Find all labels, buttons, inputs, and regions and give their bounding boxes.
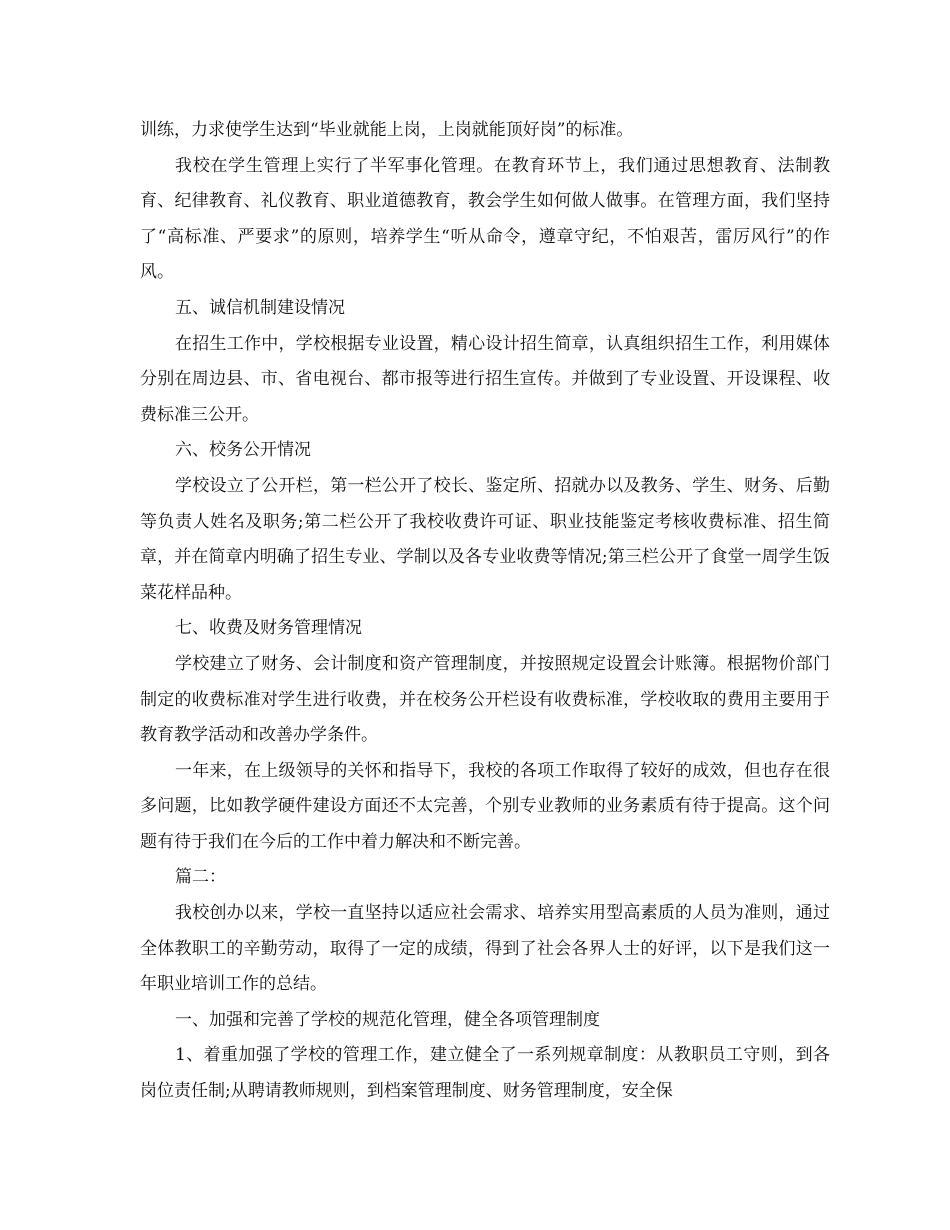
document-body: [140, 113, 830, 1110]
paragraph-year-summary: 一年来，在上级领导的关怀和指导下，我校的各项工作取得了较好的成效，但也存在很多问题，比如教学硬件建设方面还不太完善，个别专业教师的业务素质有待于提高。这个问题有待于我们在今后的工作中着力解决和不断完善。: [140, 760, 830, 852]
section-heading-integrity: 五、诚信机制建设情况: [175, 297, 345, 318]
paragraph-bulletin-board: 学校设立了公开栏，第一栏公开了校长、鉴定所、招就办以及教务、学生、财务、后勤等负责人姓名及职务;第二栏公开了我校收费许可证、职业技能鉴定考核收费标准、招生简章，并在简章内明确了招生专业、学制以及各专业收费等情况;第三栏公开了食堂一周学生饭菜花样品种。: [140, 475, 830, 603]
paragraph-rules-regulations: 1、着重加强了学校的管理工作，建立健全了一系列规章制度：从教职员工守则，到各岗位责任制;从聘请教师规则，到档案管理制度、财务管理制度，安全保: [140, 1045, 830, 1102]
paragraph-founding: 我校创办以来，学校一直坚持以适应社会需求、培养实用型高素质的人员为准则，通过全体教职工的辛勤劳动，取得了一定的成绩，得到了社会各界人士的好评，以下是我们这一年职业培训工作的总结。: [140, 903, 830, 995]
section-heading-fees-finance: 七、收费及财务管理情况: [175, 618, 362, 639]
section-heading-standardized-management: 一、加强和完善了学校的规范化管理，健全各项管理制度: [175, 1009, 600, 1030]
part-two-heading: 篇二：: [175, 867, 226, 888]
paragraph-continuation: 训练，力求使学生达到“毕业就能上岗，上岗就能顶好岗”的标准。: [140, 120, 634, 140]
paragraph-enrollment: 在招生工作中，学校根据专业设置，精心设计招生简章，认真组织招生工作，利用媒体分别在周边县、市、省电视台、都市报等进行招生宣传。并做到了专业设置、开设课程、收费标准三公开。: [140, 333, 830, 425]
paragraph-student-management: 我校在学生管理上实行了半军事化管理。在教育环节上，我们通过思想教育、法制教育、纪律教育、礼仪教育、职业道德教育，教会学生如何做人做事。在管理方面，我们坚持了“高标准、严要求”的原则，培养学生“听从命令，遵章守纪，不怕艰苦，雷厉风行”的作风。: [140, 155, 830, 283]
section-heading-school-affairs: 六、校务公开情况: [175, 440, 311, 461]
paragraph-finance-system: 学校建立了财务、会计制度和资产管理制度，并按照规定设置会计账簿。根据物价部门制定的收费标准对学生进行收费，并在校务公开栏设有收费标准，学校收取的费用主要用于教育教学活动和改善办学条件。: [140, 653, 830, 746]
